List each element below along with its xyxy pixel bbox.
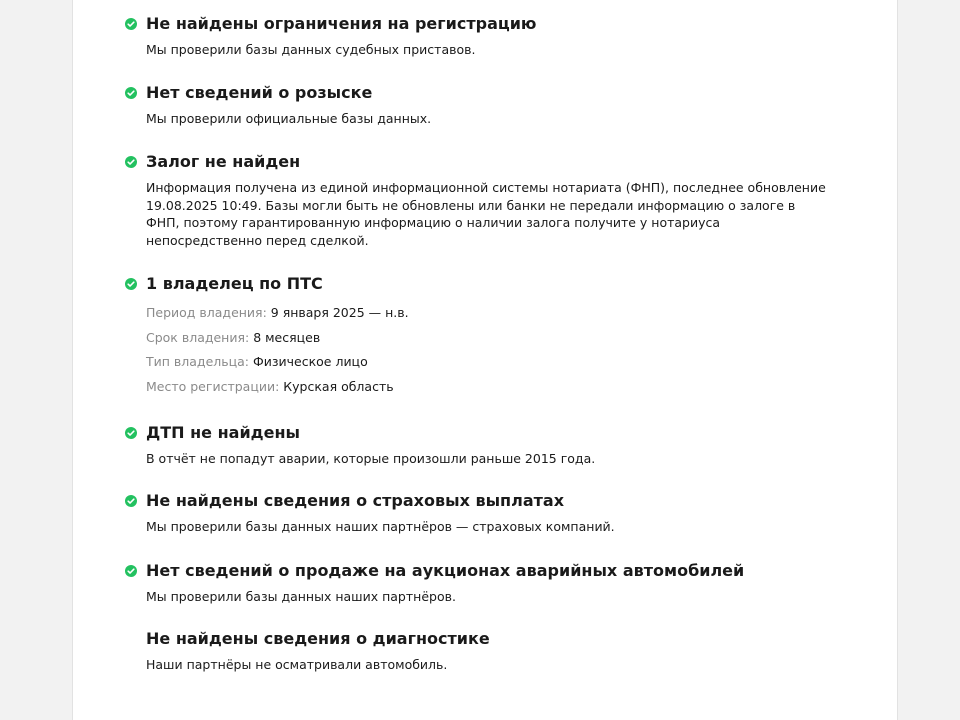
owner-details [125,305,825,403]
detail-label: Тип владельца: [146,354,249,369]
detail-row-registration-place [146,379,825,404]
section-text: Мы проверили базы данных наших партнёров. [146,589,456,604]
section-title [125,151,825,173]
section-text: Мы проверили базы данных судебных приставов. [146,42,476,57]
section-title [125,422,825,444]
section-title [125,273,825,295]
check-circle-icon [125,427,137,439]
section-auctions [125,560,825,606]
section-title-text: 1 владелец по ПТС [146,274,323,293]
section-insurance-payouts [125,490,825,536]
section-diagnostics [125,628,825,674]
section-wanted [125,82,825,128]
section-title [125,560,825,582]
section-text: Мы проверили официальные базы данных. [146,111,432,126]
detail-value: Курская область [283,378,394,394]
detail-row-owner-type [146,354,825,379]
check-circle-icon [125,87,137,99]
report-panel [72,0,898,720]
section-title [125,82,825,104]
detail-label: Место регистрации: [146,378,280,394]
section-accidents [125,422,825,468]
section-title-text: Залог не найден [146,152,301,171]
detail-label: Срок владения: [146,329,250,345]
detail-row-ownership-duration [146,330,825,355]
check-circle-icon [125,278,137,290]
detail-label: Период владения: [146,305,267,320]
section-text: Информация получена из единой информационной системы нотариата (ФНП), последнее обновление 19.08.2025 10:49. Базы могли быть не обновлены или банки не передали информацию о залоге в ФНП, поэтому гарантированную информацию о наличии залога получите у нотариуса непосредственно перед сделкой. [146,180,826,248]
section-title-text: Не найдены сведения о диагностике [146,629,490,648]
section-title-text: Нет сведений о розыске [146,83,373,102]
detail-value: 9 января 2025 — н.в. [270,305,409,320]
section-registration-restrictions [125,13,825,59]
section-owners [125,273,825,403]
section-title [125,628,825,650]
detail-value: Физическое лицо [252,354,368,369]
detail-row-ownership-period [146,305,825,330]
section-title-text: Не найдены ограничения на регистрацию [146,14,537,33]
section-title-text: Не найдены сведения о страховых выплатах [146,491,565,510]
section-text: Наши партнёры не осматривали автомобиль. [146,657,448,672]
check-circle-icon [125,18,137,30]
check-circle-icon [125,156,137,168]
check-circle-icon [125,565,137,577]
section-title [125,490,825,512]
section-title-text: ДТП не найдены [146,423,300,442]
section-title-text: Нет сведений о продаже на аукционах аварийных автомобилей [146,561,745,580]
check-circle-icon [125,495,137,507]
detail-value: 8 месяцев [253,329,321,345]
section-pledge [125,151,825,249]
section-text: В отчёт не попадут аварии, которые произошли раньше 2015 года. [146,451,596,466]
section-title [125,13,825,35]
section-text: Мы проверили базы данных наших партнёров — страховых компаний. [146,519,615,534]
